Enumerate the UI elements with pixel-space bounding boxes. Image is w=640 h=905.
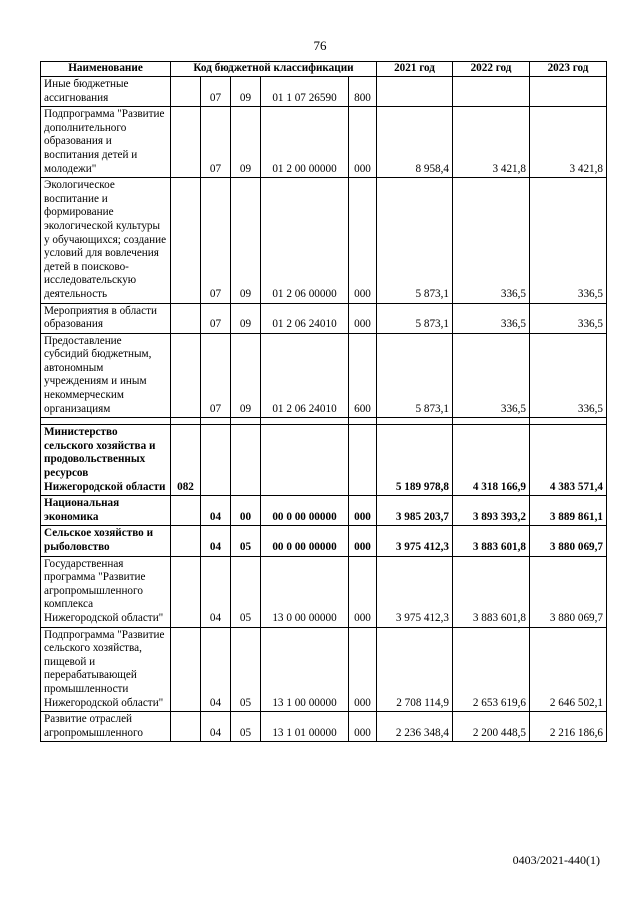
cell-v2021: 5 873,1	[377, 333, 453, 418]
cell-rz: 07	[201, 178, 231, 303]
table-cell	[231, 418, 261, 425]
cell-rz	[201, 425, 231, 496]
cell-v2021	[377, 77, 453, 107]
cell-v2023: 3 889 861,1	[530, 496, 607, 526]
table-row	[41, 333, 607, 418]
cell-csr: 01 2 06 00000	[261, 178, 349, 303]
cell-vr	[349, 425, 377, 496]
cell-pr	[231, 425, 261, 496]
cell-pr: 00	[231, 496, 261, 526]
budget-table	[40, 61, 607, 742]
header-name: Наименование	[41, 62, 171, 77]
cell-rz: 04	[201, 526, 231, 556]
cell-csr: 13 1 00 00000	[261, 627, 349, 712]
cell-vr: 000	[349, 496, 377, 526]
cell-v2023	[530, 77, 607, 107]
table-cell	[453, 418, 530, 425]
cell-v2023: 336,5	[530, 178, 607, 303]
cell-name: Экологическое воспитание и формирование экологической культуры у обучающихся; создание условий для вовлечения детей в поисково-исследовательскую деятельность	[41, 178, 171, 303]
cell-v2021: 5 873,1	[377, 178, 453, 303]
cell-pr: 05	[231, 526, 261, 556]
cell-name: Мероприятия в области образования	[41, 303, 171, 333]
table-cell	[349, 418, 377, 425]
table-row	[41, 496, 607, 526]
table-body	[41, 77, 607, 742]
cell-v2022: 3 893 393,2	[453, 496, 530, 526]
cell-vr: 000	[349, 303, 377, 333]
cell-vr: 000	[349, 627, 377, 712]
cell-v2022: 336,5	[453, 178, 530, 303]
cell-vr: 800	[349, 77, 377, 107]
cell-csr: 00 0 00 00000	[261, 526, 349, 556]
cell-ved	[171, 496, 201, 526]
cell-vr: 000	[349, 712, 377, 742]
table-row	[41, 712, 607, 742]
cell-v2023: 4 383 571,4	[530, 425, 607, 496]
cell-v2023: 336,5	[530, 333, 607, 418]
cell-csr: 01 2 00 00000	[261, 107, 349, 178]
table-row	[41, 107, 607, 178]
table-row	[41, 425, 607, 496]
cell-rz: 04	[201, 712, 231, 742]
cell-rz: 04	[201, 627, 231, 712]
cell-pr: 05	[231, 627, 261, 712]
cell-pr: 09	[231, 303, 261, 333]
table-row	[41, 627, 607, 712]
cell-v2022: 336,5	[453, 333, 530, 418]
table-cell	[201, 418, 231, 425]
cell-name: Предоставление субсидий бюджетным, автономным учреждениям и иным некоммерческим организациям	[41, 333, 171, 418]
table-row	[41, 556, 607, 627]
cell-rz: 07	[201, 303, 231, 333]
cell-ved	[171, 712, 201, 742]
cell-name: Сельское хозяйство и рыболовство	[41, 526, 171, 556]
cell-pr: 09	[231, 333, 261, 418]
cell-v2021: 5 873,1	[377, 303, 453, 333]
page-number: 76	[313, 38, 327, 53]
cell-v2022	[453, 77, 530, 107]
cell-v2021: 3 975 412,3	[377, 556, 453, 627]
cell-csr: 13 0 00 00000	[261, 556, 349, 627]
cell-vr: 600	[349, 333, 377, 418]
cell-csr	[261, 425, 349, 496]
cell-vr: 000	[349, 178, 377, 303]
cell-ved	[171, 303, 201, 333]
table-row	[41, 303, 607, 333]
table-row	[41, 77, 607, 107]
cell-rz: 07	[201, 107, 231, 178]
cell-csr: 01 2 06 24010	[261, 333, 349, 418]
cell-v2022: 3 883 601,8	[453, 556, 530, 627]
table-row	[41, 178, 607, 303]
table-cell	[261, 418, 349, 425]
cell-v2023: 3 880 069,7	[530, 526, 607, 556]
cell-name: Развитие отраслей агропромышленного	[41, 712, 171, 742]
cell-pr: 05	[231, 712, 261, 742]
document-code: 0403/2021-440(1)	[512, 853, 600, 867]
cell-rz: 04	[201, 556, 231, 627]
cell-rz: 07	[201, 77, 231, 107]
cell-pr: 09	[231, 107, 261, 178]
cell-ved	[171, 77, 201, 107]
cell-v2021: 8 958,4	[377, 107, 453, 178]
cell-vr: 000	[349, 556, 377, 627]
table-spacer-row	[41, 418, 607, 425]
header-2022: 2022 год	[453, 62, 530, 77]
cell-ved: 082	[171, 425, 201, 496]
cell-v2022: 3 883 601,8	[453, 526, 530, 556]
cell-v2022: 2 653 619,6	[453, 627, 530, 712]
cell-csr: 13 1 01 00000	[261, 712, 349, 742]
cell-rz: 07	[201, 333, 231, 418]
cell-v2022: 2 200 448,5	[453, 712, 530, 742]
cell-v2023: 2 216 186,6	[530, 712, 607, 742]
cell-ved	[171, 556, 201, 627]
cell-rz: 04	[201, 496, 231, 526]
cell-csr: 01 2 06 24010	[261, 303, 349, 333]
cell-v2023: 336,5	[530, 303, 607, 333]
cell-v2023: 3 421,8	[530, 107, 607, 178]
cell-v2022: 4 318 166,9	[453, 425, 530, 496]
table-cell	[530, 418, 607, 425]
cell-name: Национальная экономика	[41, 496, 171, 526]
cell-name: Государственная программа "Развитие агропромышленного комплекса Нижегородской области"	[41, 556, 171, 627]
cell-v2021: 5 189 978,8	[377, 425, 453, 496]
cell-v2023: 2 646 502,1	[530, 627, 607, 712]
cell-csr: 00 0 00 00000	[261, 496, 349, 526]
cell-ved	[171, 627, 201, 712]
cell-name: Подпрограмма "Развитие дополнительного образования и воспитания детей и молодежи"	[41, 107, 171, 178]
table-header-row	[41, 62, 607, 77]
header-2023: 2023 год	[530, 62, 607, 77]
cell-ved	[171, 526, 201, 556]
header-code: Код бюджетной классификации	[171, 62, 377, 77]
cell-v2022: 3 421,8	[453, 107, 530, 178]
cell-pr: 09	[231, 178, 261, 303]
cell-name: Подпрограмма "Развитие сельского хозяйства, пищевой и перерабатывающей промышленности Нижегородской области"	[41, 627, 171, 712]
cell-vr: 000	[349, 107, 377, 178]
cell-name: Министерство сельского хозяйства и продовольственных ресурсов Нижегородской области	[41, 425, 171, 496]
table-row	[41, 526, 607, 556]
cell-v2023: 3 880 069,7	[530, 556, 607, 627]
cell-name: Иные бюджетные ассигнования	[41, 77, 171, 107]
cell-csr: 01 1 07 26590	[261, 77, 349, 107]
cell-v2021: 2 236 348,4	[377, 712, 453, 742]
cell-pr: 05	[231, 556, 261, 627]
table-cell	[171, 418, 201, 425]
cell-ved	[171, 178, 201, 303]
table-cell	[41, 418, 171, 425]
cell-ved	[171, 107, 201, 178]
cell-v2021: 3 985 203,7	[377, 496, 453, 526]
header-2021: 2021 год	[377, 62, 453, 77]
cell-vr: 000	[349, 526, 377, 556]
cell-ved	[171, 333, 201, 418]
cell-v2021: 2 708 114,9	[377, 627, 453, 712]
cell-v2022: 336,5	[453, 303, 530, 333]
table-cell	[377, 418, 453, 425]
cell-pr: 09	[231, 77, 261, 107]
cell-v2021: 3 975 412,3	[377, 526, 453, 556]
